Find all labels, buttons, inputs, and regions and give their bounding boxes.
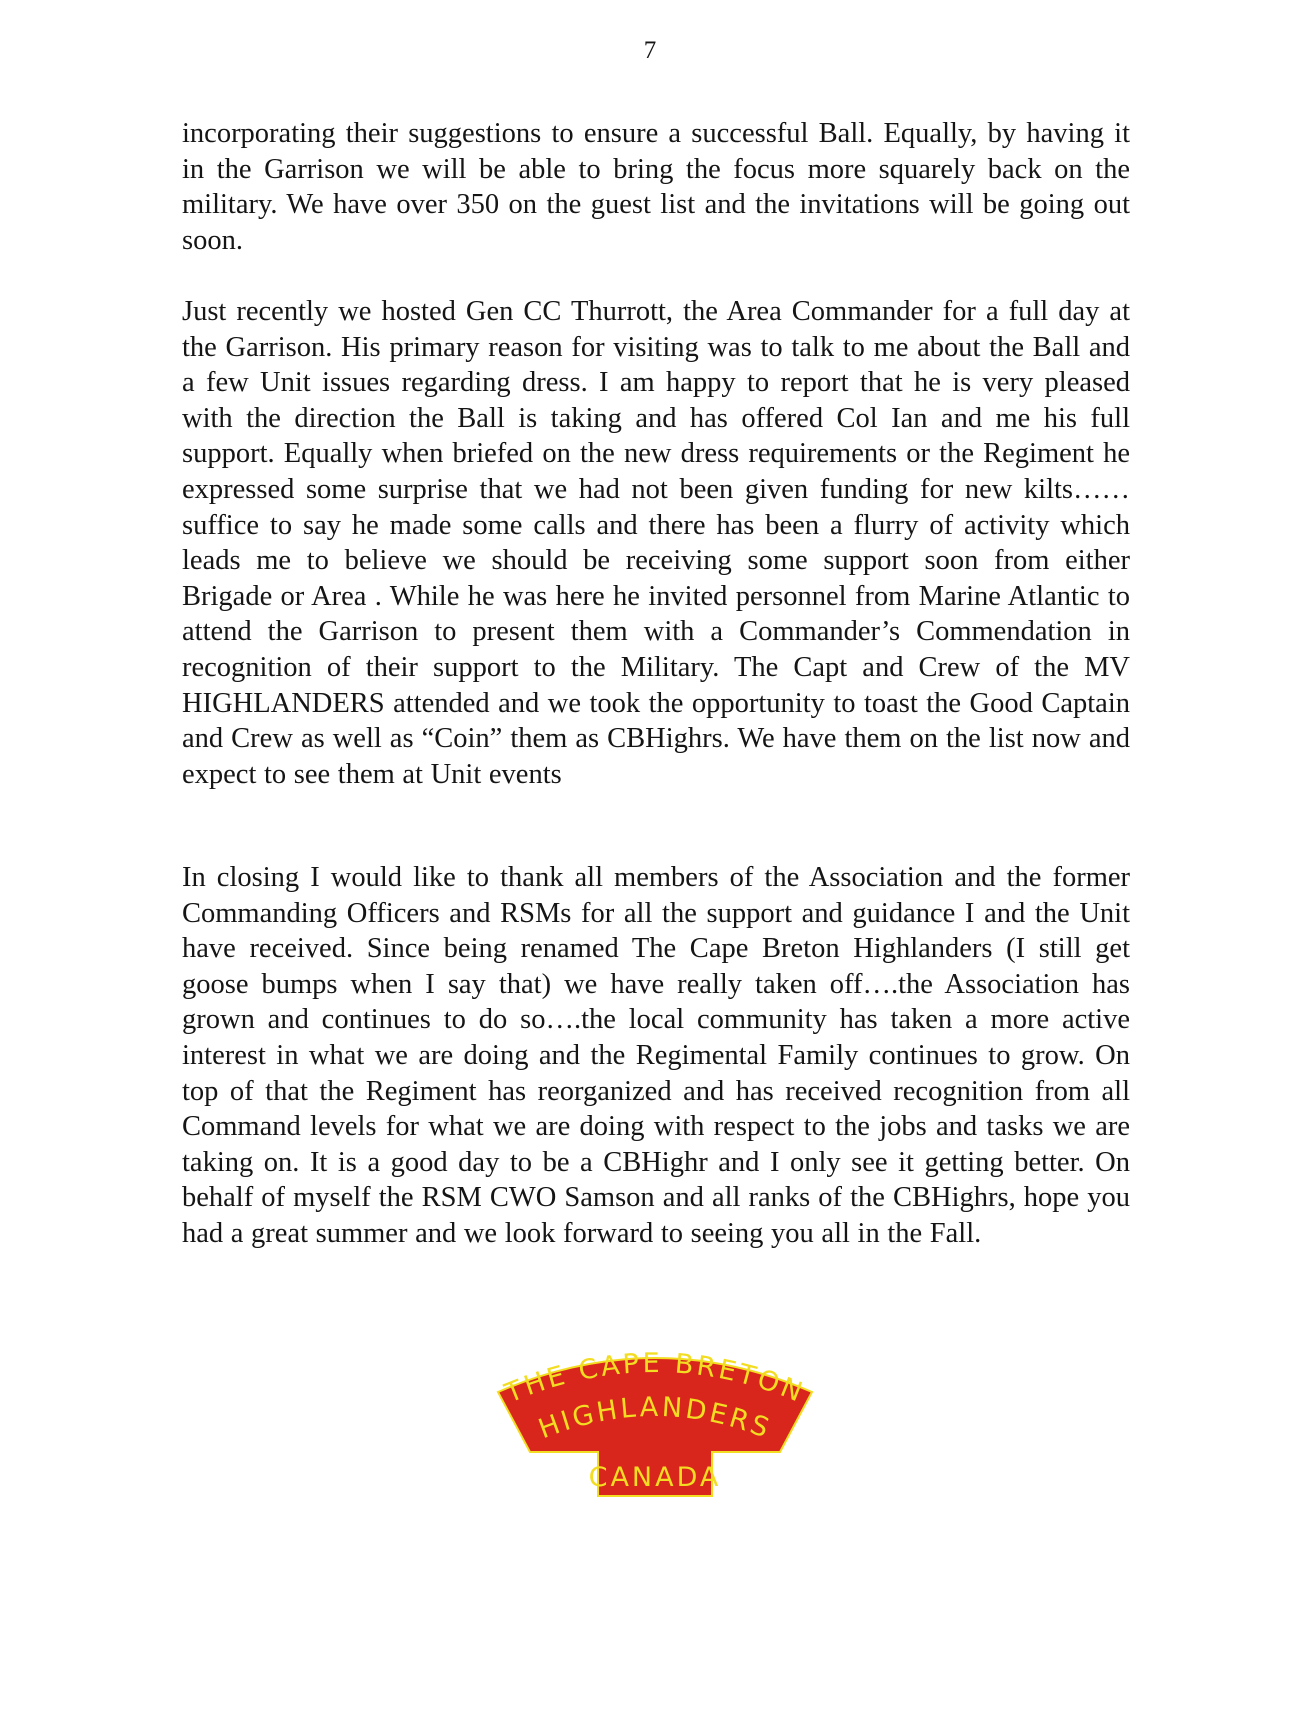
badge-line-1: THE CAPE BRETON (500, 1352, 810, 1410)
shoulder-title-emblem (490, 1352, 820, 1504)
cape-breton-highlanders-shoulder-title (490, 1352, 820, 1504)
paragraph-ball-guest-list: incorporating their suggestions to ensure a successful Ball. Equally, by having it in the Garrison we will be able to bring the focus more squarely back on the military. We have over 350 on the guest list and the invitations will be going out soon. (182, 118, 1130, 256)
badge-line-3: CANADA (588, 1462, 722, 1493)
badge-line-2: HIGHLANDERS (534, 1391, 776, 1446)
page-number: 7 (643, 37, 657, 64)
paragraph-area-commander-visit: Just recently we hosted Gen CC Thurrott, the Area Commander for a full day at the Garrison. His primary reason for visiting was to talk to me about the Ball and a few Unit issues regarding dress. I am happy to report that he is very pleased with the direction the Ball is taking and has offered Col Ian and me his full support. Equally when briefed on the new dress requirements or the Regiment he expressed some surprise that we had not been given funding for new kilts……suffice to say he made some calls and there has been a flurry of activity which leads me to believe we should be receiving some support soon from either Brigade or Area . While he was here he invited personnel from Marine Atlantic to attend the Garrison to present them with a Commander’s Commendation in recognition of their support to the Military. The Capt and Crew of the MV HIGHLANDERS attended and we took the opportunity to toast the Good Captain and Crew as well as “Coin” them as CBHighrs. We have them on the list now and expect to see them at Unit events (182, 296, 1130, 790)
paragraph-closing: In closing I would like to thank all members of the Association and the former Commanding Officers and RSMs for all the support and guidance I and the Unit have received. Since being renamed The Cape Breton Highlanders (I still get goose bumps when I say that) we have really taken off….the Association has grown and continues to do so….the local community has taken a more active interest in what we are doing and the Regimental Family continues to grow. On top of that the Regiment has reorganized and has received recognition from all Command levels for what we are doing with respect to the jobs and tasks we are taking on. It is a good day to be a CBHighr and I only see it getting better. On behalf of myself the RSM CWO Samson and all ranks of the CBHighrs, hope you had a great summer and we look forward to seeing you all in the Fall. (182, 862, 1130, 1249)
